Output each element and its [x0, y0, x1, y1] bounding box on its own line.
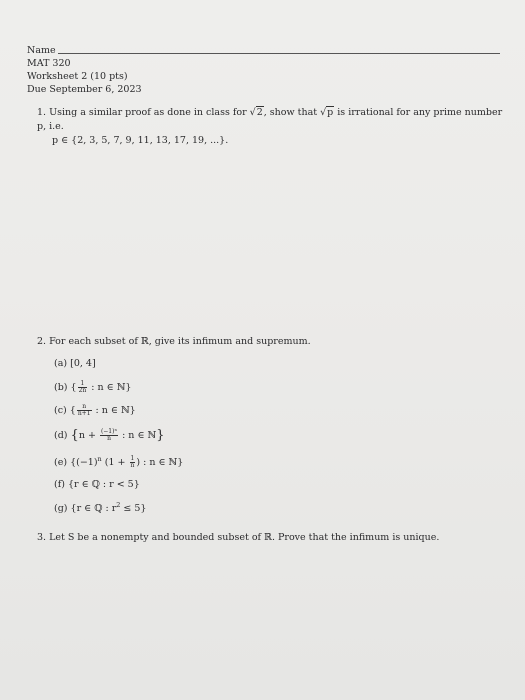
part-c-fraction — [77, 404, 92, 417]
part-b-fraction — [78, 381, 88, 394]
part-e-fraction — [130, 456, 136, 469]
part-c-rest: : n ∈ ℕ} — [92, 405, 136, 416]
fraction-numerator: 1 — [78, 381, 88, 388]
sqrt-symbol: √ — [320, 107, 327, 118]
question-2-text: For each subset of ℝ, give its infimum and supremum. — [49, 336, 311, 347]
question-1-text-a: Using a similar proof as done in class for — [49, 107, 250, 118]
part-g — [54, 501, 146, 514]
question-1-number: 1. — [37, 107, 47, 118]
question-2 — [37, 336, 311, 347]
part-a — [54, 358, 96, 369]
part-e-expr-b: (1 + — [101, 457, 129, 469]
part-b-open: { — [70, 382, 77, 393]
sqrt-radicand-2: 2 — [256, 107, 263, 118]
part-g-expr-b: ≤ 5} — [120, 503, 147, 515]
question-2-number: 2. — [37, 336, 47, 347]
due-date: Due September 6, 2023 — [27, 84, 142, 95]
part-a-label: (a) — [54, 358, 68, 369]
question-1 — [37, 106, 507, 148]
part-f-label: (f) — [54, 479, 65, 490]
question-3-number: 3. — [37, 532, 47, 543]
name-blank-line — [58, 53, 500, 54]
part-g-exponent: 2 — [116, 501, 121, 509]
part-f-expr: {r ∈ ℚ : r < 5} — [67, 479, 140, 490]
part-c — [54, 404, 136, 417]
sqrt-symbol: √ — [249, 107, 256, 118]
course-code: MAT 320 — [27, 58, 71, 69]
part-d-label: (d) — [54, 430, 68, 441]
fraction-numerator: (−1)ⁿ — [100, 428, 118, 435]
name-label: Name — [27, 45, 56, 56]
part-e — [54, 455, 183, 469]
header-block — [27, 44, 500, 96]
worksheet-title: Worksheet 2 (10 pts) — [27, 71, 128, 82]
part-d-open: { — [70, 428, 79, 443]
part-b-rest: : n ∈ ℕ} — [88, 382, 132, 393]
part-e-expr-a: {(−1) — [70, 457, 98, 469]
part-d-close: } — [156, 428, 165, 443]
question-1-text-b: , show that — [263, 107, 321, 118]
fraction-denominator: n+1 — [77, 410, 91, 417]
question-3-text: Let S be a nonempty and bounded subset of ℝ. Prove that the infimum is unique. — [49, 532, 440, 543]
part-d-pre: n + — [78, 430, 99, 441]
question-1-text-c: is irrational for any prime number p, i.e. — [37, 107, 503, 132]
fraction-denominator: n — [107, 435, 111, 442]
part-a-expr: [0, 4] — [70, 358, 96, 369]
part-f — [54, 479, 140, 490]
part-c-open: { — [69, 405, 76, 416]
part-b-label: (b) — [54, 382, 68, 393]
fraction-numerator: 1 — [130, 455, 135, 463]
part-d-fraction — [100, 429, 118, 442]
question-3 — [37, 532, 439, 543]
sqrt-radicand-p: p — [327, 107, 334, 118]
part-b — [54, 381, 131, 394]
fraction-numerator: n — [77, 404, 92, 411]
part-e-label: (e) — [54, 457, 68, 469]
part-g-expr-a: {r ∈ ℚ : r — [70, 503, 117, 515]
part-d — [54, 428, 164, 443]
fraction-denominator: n — [130, 462, 135, 470]
name-row — [27, 44, 500, 57]
question-1-line-1 — [37, 106, 507, 134]
fraction-denominator: 2n — [78, 387, 87, 394]
part-g-label: (g) — [54, 503, 68, 515]
part-c-label: (c) — [54, 405, 67, 416]
part-e-exponent: n — [97, 455, 102, 463]
part-d-rest: : n ∈ ℕ — [119, 430, 157, 441]
question-1-line-2: p ∈ {2, 3, 5, 7, 9, 11, 13, 17, 19, ...}. — [52, 135, 229, 146]
part-e-expr-c: ) : n ∈ ℕ} — [136, 457, 184, 469]
